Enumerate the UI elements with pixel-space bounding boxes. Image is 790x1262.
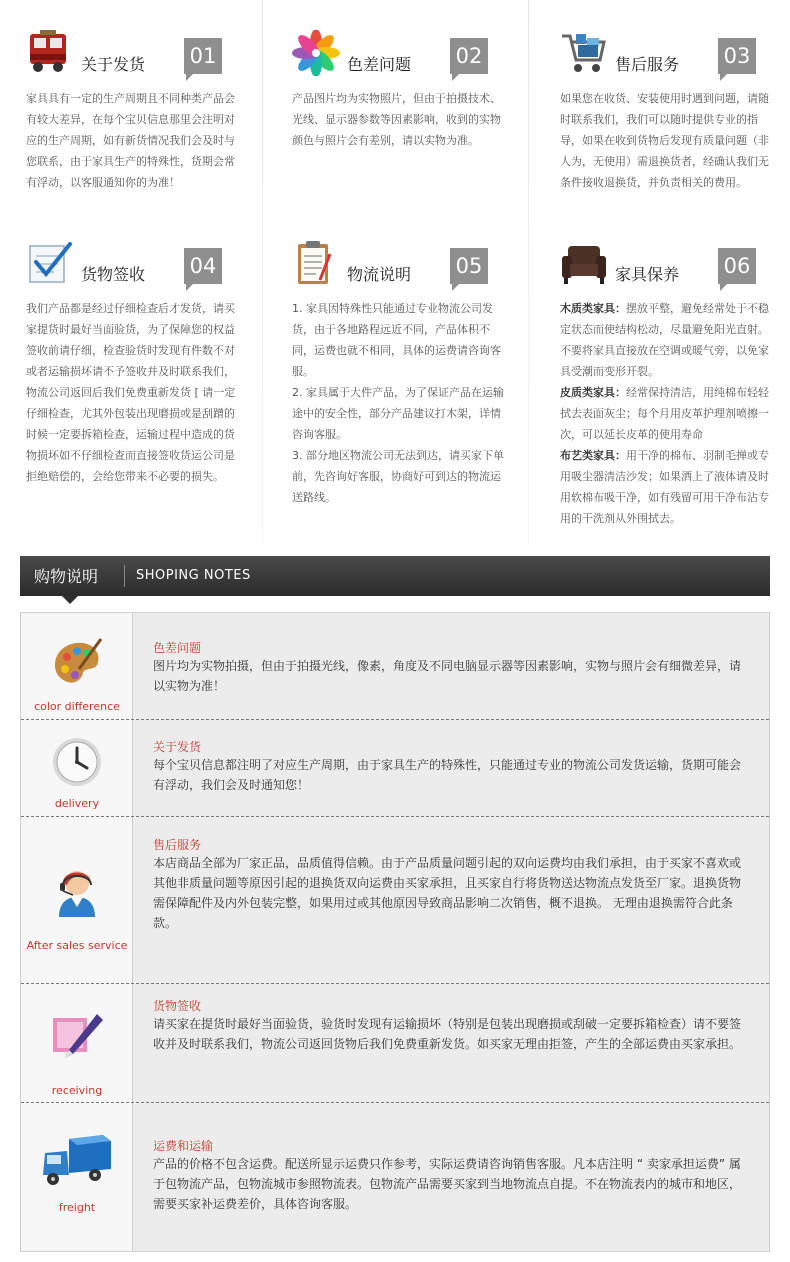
banner-title: 购物说明 — [34, 567, 99, 586]
info-grid — [0, 0, 790, 545]
card-number: 01 — [184, 38, 222, 74]
note-row-freight — [21, 1103, 769, 1251]
card-number: 04 — [184, 248, 222, 284]
card-body: 家具具有一定的生产周期且不同种类产品会有较大差异，在每个宝贝信息那里会注明对应的生产周期，如有新货情况我们会及时与您联系，由于家具生产的特殊性，货期会常有浮动，以客服通知你的为准！ — [26, 92, 235, 189]
note-row-after-sales — [21, 817, 769, 983]
card-number: 03 — [718, 38, 756, 74]
note-text: 图片均为实物拍摄，但由于拍摄光线，像素，角度及不同电脑显示器等因素影响，实物与照片会有细微差异，请以实物为准！ — [153, 659, 742, 693]
pen-icon — [49, 1010, 105, 1066]
card-body: 如果您在收货、安装使用时遇到问题，请随时联系我们，我们可以随时提供专业的指导，如果在收到货物后发现有质量问题（非人为，无使用）需退换货者，经确认我们无条件接收退换货，并负责相关的费用。 — [560, 92, 769, 189]
card-body: 产品图片均为实物照片，但由于拍摄技术、光线、显示器参数等因素影响，收到的实物颜色与照片会有差别，请以实物为准。 — [292, 92, 501, 147]
checklist-icon — [26, 240, 74, 286]
note-title: 关于发货 — [153, 740, 202, 754]
note-title: 色差问题 — [153, 641, 202, 655]
card-title: 物流说明 — [347, 265, 412, 284]
shopping-notes-banner — [20, 556, 770, 596]
card-body: 我们产品都是经过仔细检查后才发货，请买家提货时最好当面验货，为了保障您的权益签收前请仔细，检查验货时发现有件数不对或者运输损坏请不予签收并及时联系我们，物流公司返回后我们免费重新发货 [ 请一定仔细检查，尤其外包装出现磨损或是刮蹭的时候一定要拆箱检查，运输过程中造成的货物损坏如不仔细检查而直接签收货运公司是拒绝赔偿的，会给您带来不必要的损失。 — [26, 302, 236, 483]
card-after-sales — [560, 30, 790, 230]
note-row-receiving — [21, 984, 769, 1102]
note-text: 产品的价格不包含运费。配送所显示运费只作参考，实际运费请咨询销售客服。凡本店注明 “ 卖家承担运费” 属于包物流产品，包物流城市参照物流表。包物流产品需要买家到当地物流点自提。不在物流表内的城市和地区，需要买家补运费差价，具体咨询客服。 — [153, 1157, 742, 1211]
card-title: 关于发货 — [81, 55, 146, 74]
shopping-cart-icon — [560, 30, 608, 76]
card-body: 1. 家具因特殊性只能通过专业物流公司发货，由于各地路程远近不同，产品体积不同，运费也就不相同，具体的运费请咨询客服。 2. 家具属于大件产品，为了保证产品在运输途中的安全性，部分产品建议打木架，详情咨询客服。 3. 部分地区物流公司无法到达，请买家下单前，先咨询好客服，协商好可到达的物流运送路线。 — [292, 302, 504, 504]
note-text: 本店商品全部为厂家正品，品质值得信赖。由于产品质量问题引起的双向运费均由我们承担，由于买家不喜欢或其他非质量问题等原因引起的退换货双向运费由买家承担，且买家自行将货物送达物流点发货至厂家。退换货物需保障配件及内外包装完整，如果用过或其他原因导致商品影响二次销售，概不退换。 无理由退换需符合此条款。 — [153, 856, 742, 930]
armchair-icon — [560, 240, 608, 286]
note-title: 售后服务 — [153, 838, 202, 852]
card-receiving — [26, 240, 266, 540]
note-row-delivery — [21, 720, 769, 816]
clock-icon — [49, 734, 105, 790]
card-body: 木质类家具：摆放平整，避免经常处于不稳定状态而使结构松动，尽量避免阳光直射。不要将家具直接放在空调或暖气旁，以免家具受潮而变形开裂。 皮质类家具：经常保持清洁，用纯棉布轻轻拭去表面灰尘；每个月用皮革护理剂喷擦一次，可以延长皮革的使用寿命 布艺类家具：用干净的棉布、羽制毛掸或专用吸尘器清洁沙发；如果洒上了液体请及时用软棉布吸干净，如有残留可用干净布沾专用的干洗剂从外围拭去。 — [560, 302, 769, 525]
support-agent-icon — [49, 861, 105, 917]
card-number: 06 — [718, 248, 756, 284]
note-title: 运费和运输 — [153, 1139, 214, 1153]
card-color-difference — [292, 30, 532, 230]
note-label: color difference — [34, 700, 120, 713]
note-text: 每个宝贝信息都注明了对应生产周期，由于家具生产的特殊性，只能通过专业的物流公司发货运输，货期可能会有浮动，我们会及时通知您！ — [153, 758, 742, 792]
palette-icon — [49, 635, 105, 691]
card-title: 售后服务 — [615, 55, 680, 74]
note-label: delivery — [54, 797, 100, 810]
note-row-color-difference — [21, 613, 769, 719]
note-label: After sales service — [26, 939, 128, 952]
card-furniture-care — [560, 240, 790, 540]
note-text: 请买家在提货时最好当面验货，验货时发现有运输损坏（特别是包装出现磨损或刮破一定要拆箱检查）请不要签收并及时联系我们，物流公司返回货物后我们免费重新发货。如买家无理由拒签，产生的全部运费由买家承担。 — [153, 1017, 742, 1051]
note-label: receiving — [51, 1084, 103, 1097]
card-number: 02 — [450, 38, 488, 74]
card-number: 05 — [450, 248, 488, 284]
card-title: 色差问题 — [347, 55, 412, 74]
notes-table — [20, 612, 770, 1252]
color-wheel-icon — [292, 30, 340, 76]
clipboard-icon — [292, 240, 340, 286]
note-title: 货物签收 — [153, 999, 202, 1013]
card-title: 货物签收 — [81, 265, 146, 284]
card-delivery — [26, 30, 266, 230]
card-title: 家具保养 — [615, 265, 680, 284]
note-label: freight — [58, 1201, 96, 1214]
banner-divider — [124, 565, 125, 587]
delivery-truck-icon — [39, 1133, 115, 1189]
banner-pointer — [62, 596, 78, 604]
truck-icon — [26, 30, 74, 76]
banner-subtitle: SHOPING NOTES — [136, 568, 251, 583]
card-logistics — [292, 240, 532, 540]
